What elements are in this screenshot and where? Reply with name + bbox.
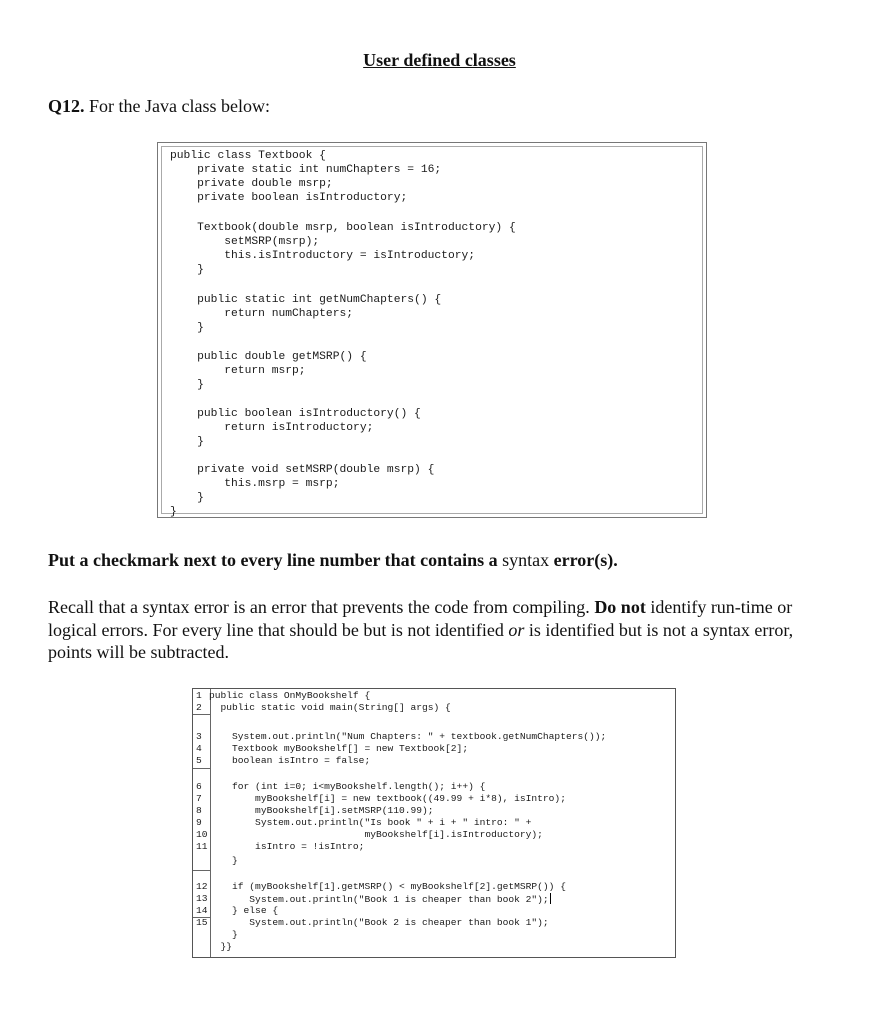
class-code-line: public boolean isIntroductory() {: [170, 408, 421, 420]
class-code-line: return msrp;: [170, 365, 306, 377]
line-number: 13: [196, 893, 208, 904]
line-number: 15: [196, 917, 208, 928]
instruction: [48, 550, 838, 571]
line-number: 11: [196, 841, 208, 852]
class-code-box: [157, 142, 707, 518]
paragraph-part2: identify run-time or logical errors. For every line that should be but is not identified: [48, 597, 793, 640]
class-code-line: setMSRP(msrp);: [170, 236, 320, 248]
paragraph-italic: or: [508, 619, 525, 640]
code-line: } else {: [209, 905, 279, 916]
class-code-line: return isIntroductory;: [170, 422, 374, 434]
code-line: Textbook myBookshelf[] = new Textbook[2];: [209, 743, 469, 754]
gutter-separator: [193, 768, 210, 769]
line-number: 3: [196, 731, 202, 742]
code-line: public class OnMyBookshelf {: [209, 690, 371, 701]
class-code-line: Textbook(double msrp, boolean isIntroductory) {: [170, 222, 516, 234]
code-line: myBookshelf[i] = new textbook((49.99 + i*8), isIntro);: [209, 793, 566, 804]
code-line: boolean isIntro = false;: [209, 755, 371, 766]
code-line: }: [209, 855, 238, 866]
gutter-separator: [193, 917, 210, 918]
page-title: User defined classes: [363, 50, 516, 70]
class-code-line: }: [170, 492, 204, 504]
class-code-line: }: [170, 264, 204, 276]
paragraph-part1: Recall that a syntax error is an error that prevents the code from compiling.: [48, 597, 595, 617]
class-code-inner: [161, 146, 703, 518]
class-code-line: private void setMSRP(double msrp) {: [170, 464, 435, 476]
code-line: isIntro = !isIntro;: [209, 841, 365, 852]
text-cursor: [550, 893, 551, 904]
code-line: System.out.println("Book 2 is cheaper than book 1");: [209, 917, 549, 928]
line-number: 10: [196, 829, 208, 840]
line-number: 12: [196, 881, 208, 892]
class-code-line: }: [170, 322, 204, 334]
class-code-line: private boolean isIntroductory;: [170, 192, 408, 204]
class-code-line: public double getMSRP() {: [170, 351, 367, 363]
code-line: System.out.println("Book 1 is cheaper than book 2");: [209, 894, 549, 905]
line-number: 2: [196, 702, 202, 713]
line-number: 14: [196, 905, 208, 916]
code-line: }}: [209, 941, 233, 952]
class-code-line: return numChapters;: [170, 308, 354, 320]
gutter-separator: [193, 870, 210, 871]
line-number: 4: [196, 743, 202, 754]
instruction-paragraph: [48, 596, 828, 664]
line-number: 7: [196, 793, 202, 804]
paragraph-bold: Do not: [594, 597, 646, 617]
gutter-separator: [193, 714, 210, 715]
paragraph-part3: is identified but is not a syntax error, points will be subtracted.: [48, 619, 794, 662]
code-line: public static void main(String[] args) {: [209, 702, 451, 713]
class-code-line: }: [170, 436, 204, 448]
code-line: System.out.println("Is book " + i + " intro: " +: [209, 817, 532, 828]
numbered-code-box: [192, 688, 676, 958]
class-code-line: this.isIntroductory = isIntroductory;: [170, 250, 476, 262]
class-code-line: public static int getNumChapters() {: [170, 294, 442, 306]
class-code-line: this.msrp = msrp;: [170, 478, 340, 490]
class-code-line: private static int numChapters = 16;: [170, 164, 442, 176]
line-number: 6: [196, 781, 202, 792]
code-line: myBookshelf[i].setMSRP(110.99);: [209, 805, 434, 816]
question-label: Q12.: [48, 96, 85, 116]
question-text: For the Java class below:: [84, 96, 270, 116]
code-line: }: [209, 929, 238, 940]
code-line: myBookshelf[i].isIntroductory);: [209, 829, 543, 840]
line-number: 1: [196, 690, 202, 701]
instruction-syntax: syntax: [497, 550, 554, 570]
class-code-line: public class Textbook {: [170, 150, 326, 162]
class-code-line: private double msrp;: [170, 178, 333, 190]
question-heading: [48, 96, 270, 117]
class-code-line: }: [170, 506, 177, 518]
line-number: 9: [196, 817, 202, 828]
code-line: System.out.println("Num Chapters: " + textbook.getNumChapters());: [209, 731, 607, 742]
line-number: 5: [196, 755, 202, 766]
instruction-errors: error(s).: [553, 550, 618, 570]
code-line: if (myBookshelf[1].getMSRP() < myBookshelf[2].getMSRP()) {: [209, 881, 566, 892]
line-number: 8: [196, 805, 202, 816]
code-line: for (int i=0; i<myBookshelf.length(); i++) {: [209, 781, 486, 792]
class-code-line: }: [170, 379, 204, 391]
instruction-bold: Put a checkmark next to every line number that contains a: [48, 550, 498, 570]
